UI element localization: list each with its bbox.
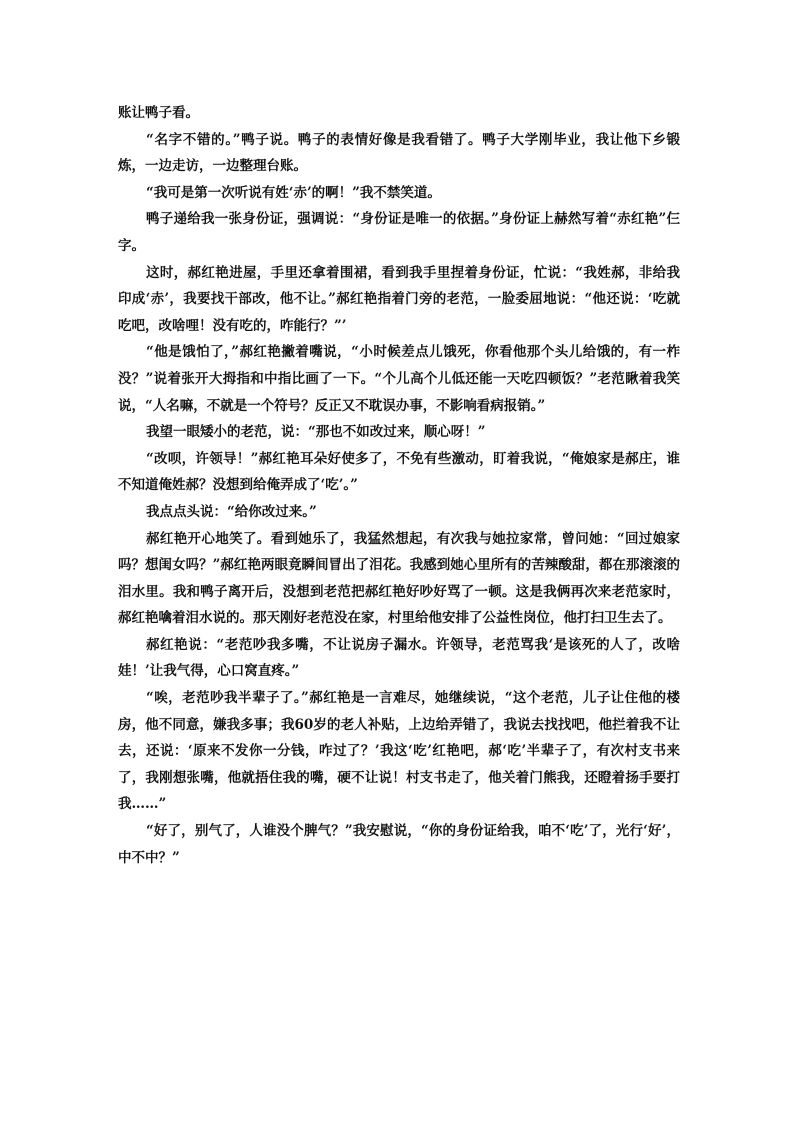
paragraph: “好了，别气了，人谁没个脾气？”我安慰说，“你的身份证给我，咱不‘吃’了，光行‘好’，中不中？” [118, 823, 680, 866]
paragraph: “唉，老范吵我半辈子了。”郝红艳是一言难尽，她继续说，“这个老范，儿子让住他的楼房，他不同意，嫌我多事；我60岁的老人补贴，上边给弄错了，我说去找找吧，他拦着我不让去，还说：‘原来不发你一分钱，咋过了？’我这‘吃’红艳吧，郝‘吃’半辈子了，有次村支书来了，我刚想张嘴，他就捂住我的嘴，硬不让说！村支书走了，他关着门熊我，还瞪着扬手要打我……” [118, 690, 680, 813]
paragraph: 账让鸭子看。 [118, 105, 199, 121]
story-text [118, 100, 680, 871]
paragraph: “名字不错的。”鸭子说。鸭子的表情好像是我看错了。鸭子大学刚毕业，我让他下乡锻炼，一边走访，一边整理台账。 [118, 131, 680, 175]
paragraph: 这时，郝红艳进屋，手里还拿着围裙，看到我手里捏着身份证，忙说：“我姓郝，非给我印成‘赤’，我要找干部改，他不让。”郝红艳指着门旁的老范，一脸委屈地说：“他还说：‘吃就吃吧，改啥哩！没有吃的，咋能行？”’ [118, 264, 680, 334]
paragraph: 我点点头说：“给你改过来。” [146, 503, 317, 520]
paragraph: 鸭子递给我一张身份证，强调说：“身份证是唯一的依据。”身份证上赫然写着“赤红艳”仨字。 [118, 211, 680, 254]
paragraph: 郝红艳说：“老范吵我多嘴，不让说房子漏水。许领导，老范骂我‘是该死的人了，改啥娃！’让我气得，心口窝直疼。” [118, 636, 680, 680]
paragraph: “他是饿怕了，”郝红艳撇着嘴说，“小时候差点儿饿死，你看他那个头儿给饿的，有一柞没？”说着张开大拇指和中指比画了一下。“个儿高个儿低还能一天吃四顿饭？”老范瞅着我笑说，“人名嘛，不就是一个符号？反正又不耽误办事，不影响看病报销。” [118, 344, 680, 414]
paragraph: 郝红艳开心地笑了。看到她乐了，我猛然想起，有次我与她拉家常，曾问她：“回过娘家吗？想闺女吗？”郝红艳两眼竟瞬间冒出了泪花。我感到她心里所有的苦辣酸甜，都在那滚滚的泪水里。我和鸭子离开后，没想到老范把郝红艳好吵好骂了一顿。这是我俩再次来老范家时，郝红艳噙着泪水说的。那天刚好老范没在家，村里给他安排了公益性岗位，他打扫卫生去了。 [118, 530, 680, 627]
paragraph: 我望一眼矮小的老范，说：“那也不如改过来，顺心呀！” [146, 424, 486, 441]
paragraph: “我可是第一次听说有姓‘赤’的啊！”我不禁笑道。 [146, 184, 441, 201]
paragraph: “改呗，许领导！”郝红艳耳朵好使多了，不免有些激动，盯着我说，“俺娘家是郝庄，谁不知道俺姓郝？没想到给俺弄成了‘吃’。” [118, 450, 680, 494]
